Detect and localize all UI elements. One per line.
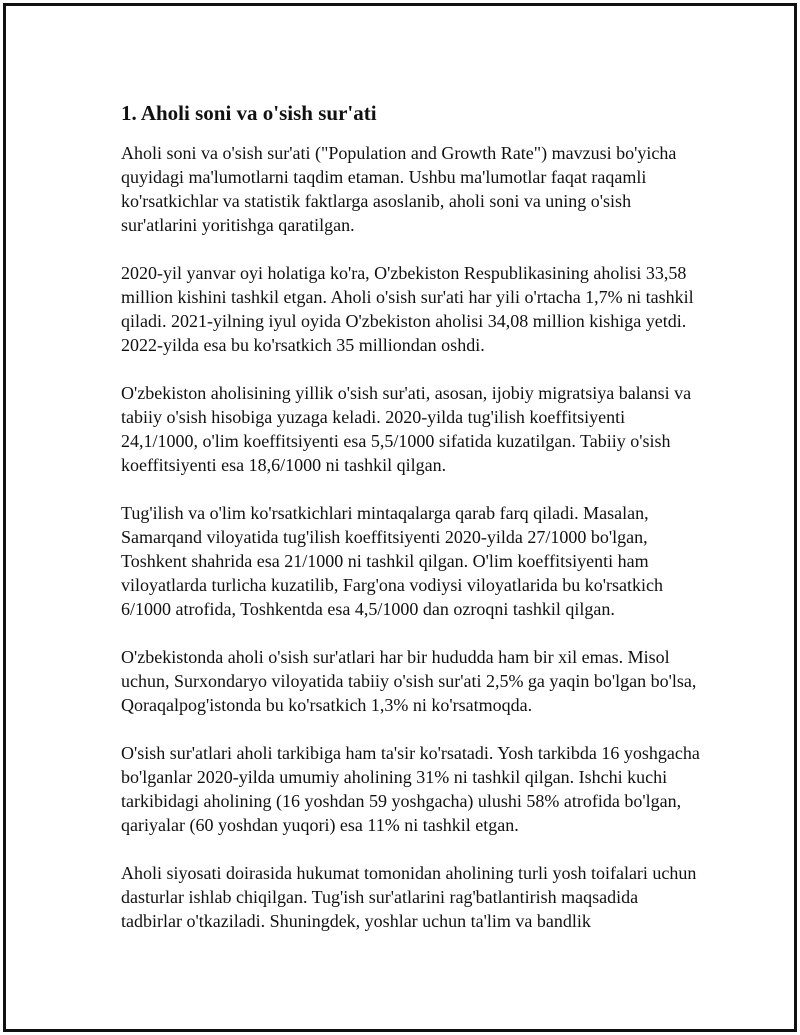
page-frame (3, 3, 797, 1032)
paragraph-regional-rates: Tug'ilish va o'lim ko'rsatkichlari mintaqalarga qarab farq qiladi. Masalan, Samarqand viloyatida tug'ilish koeffitsiyenti 2020-yilda 27/1000 bo'lgan, Toshkent shahrida esa 21/1000 ni tashkil qilgan. O'lim koeffitsiyenti ham viloyatlarda turlicha kuzatilib, Farg'ona vodiysi viloyatlarida bu ko'rsatkich 6/1000 atrofida, Toshkentda esa 4,5/1000 dan ozroqni tashkil qilgan. (121, 503, 664, 619)
paragraph-regional-growth: O'zbekistonda aholi o'sish sur'atlari har bir hududda ham bir xil emas. Misol uchun, Surxondaryo viloyatida tabiiy o'sish sur'ati 2,5% ga yaqin bo'lgan bo'lsa, Qoraqalpog'istonda bu ko'rsatkich 1,3% ni ko'rsatmoqda. (121, 647, 697, 715)
paragraph-population-policy: Aholi siyosati doirasida hukumat tomonidan aholining turli yosh toifalari uchun dasturlar ishlab chiqilgan. Tug'ish sur'atlarini rag'batlantirish maqsadida tadbirlar o'tkaziladi. Shuningdek, yoshlar uchun ta'lim va bandlik (121, 863, 697, 931)
section-heading: 1. Aholi soni va o'sish sur'ati (121, 101, 377, 125)
paragraph-intro: Aholi soni va o'sish sur'ati ("Population and Growth Rate") mavzusi bo'yicha quyidagi ma'lumotlarni taqdim etaman. Ushbu ma'lumotlar faqat raqamli ko'rsatkichlar va statistik faktlarga asoslanib, aholi soni va uning o'sish sur'atlarini yoritishga qaratilgan. (121, 143, 677, 235)
paragraph-population-2020: 2020-yil yanvar oyi holatiga ko'ra, O'zbekiston Respublikasining aholisi 33,58 million kishini tashkil etgan. Aholi o'sish sur'ati har yili o'rtacha 1,7% ni tashkil qiladi. 2021-yilning iyul oyida O'zbekiston aholisi 34,08 million kishiga yetdi. 2022-yilda esa bu ko'rsatkich 35 milliondan oshdi. (121, 263, 694, 355)
paragraph-growth-rate: O'zbekiston aholisining yillik o'sish sur'ati, asosan, ijobiy migratsiya balansi va tabiiy o'sish hisobiga yuzaga keladi. 2020-yilda tug'ilish koeffitsiyenti 24,1/1000, o'lim koeffitsiyenti esa 5,5/1000 sifatida kuzatilgan. Tabiiy o'sish koeffitsiyenti esa 18,6/1000 ni tashkil qilgan. (121, 383, 692, 475)
paragraph-age-structure: O'sish sur'atlari aholi tarkibiga ham ta'sir ko'rsatadi. Yosh tarkibda 16 yoshgacha bo'lganlar 2020-yilda umumiy aholining 31% ni tashkil qilgan. Ishchi kuchi tarkibidagi aholining (16 yoshdan 59 yoshgacha) ulushi 58% atrofida bo'lgan, qariyalar (60 yoshdan yuqori) esa 11% ni tashkil etgan. (121, 743, 700, 835)
document-body (121, 99, 701, 957)
